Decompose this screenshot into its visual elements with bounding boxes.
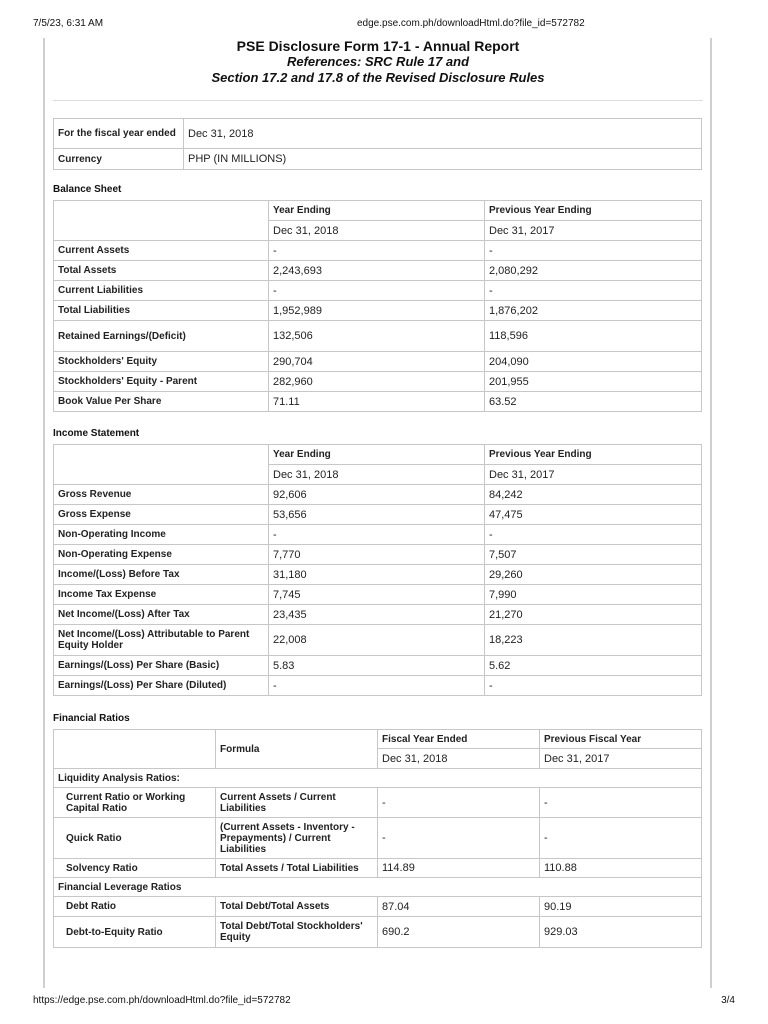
table-row [54,897,702,917]
row-value-previous: 204,090 [485,352,702,372]
ratio-value-current: 87.04 [378,897,540,917]
title-line-1: PSE Disclosure Form 17-1 - Annual Report [236,38,520,54]
empty-header-cell [54,445,269,485]
table-row [54,149,702,170]
row-label: Total Assets [54,261,269,281]
column-date: Dec 31, 2017 [540,749,702,769]
table-row [54,676,702,696]
balance-sheet-table [53,200,702,412]
row-label: Gross Revenue [54,485,269,505]
table-row [54,352,702,372]
print-header [33,18,735,32]
ratio-value-previous: 90.19 [540,897,702,917]
row-label: Income Tax Expense [54,585,269,605]
income-statement-table [53,444,702,696]
title-divider [53,100,703,101]
table-row [54,392,702,412]
ratio-label: Debt-to-Equity Ratio [54,917,216,948]
row-label: Retained Earnings/(Deficit) [54,321,269,352]
row-value-previous: - [485,281,702,301]
row-value-current: 132,506 [269,321,485,352]
table-row [54,585,702,605]
ratio-value-current: 690.2 [378,917,540,948]
row-value-current: 22,008 [269,625,485,656]
column-date: Dec 31, 2017 [485,221,702,241]
row-value-previous: 63.52 [485,392,702,412]
table-row [54,769,702,788]
row-value-current: - [269,241,485,261]
row-value-previous: 47,475 [485,505,702,525]
row-label: Total Liabilities [54,301,269,321]
empty-header-cell [54,730,216,769]
financial-ratios-heading: Financial Ratios [53,713,130,724]
table-row [54,201,702,221]
ratio-value-previous: - [540,818,702,859]
balance-sheet-rows [54,241,702,412]
print-footer [33,995,735,1009]
row-value-previous: 29,260 [485,565,702,585]
table-row [54,119,702,149]
row-label: Income/(Loss) Before Tax [54,565,269,585]
row-label: Current Liabilities [54,281,269,301]
table-row [54,625,702,656]
column-header: Year Ending [269,201,485,221]
row-value-previous: 5.62 [485,656,702,676]
table-row [54,241,702,261]
table-row [54,525,702,545]
fiscal-year-label: For the fiscal year ended [54,119,184,149]
row-value-previous: - [485,241,702,261]
table-row [54,656,702,676]
row-label: Earnings/(Loss) Per Share (Diluted) [54,676,269,696]
row-value-previous: 7,507 [485,545,702,565]
empty-header-cell [54,201,269,241]
table-row [54,605,702,625]
ratio-label: Current Ratio or Working Capital Ratio [54,788,216,818]
currency-label: Currency [54,149,184,170]
ratio-value-previous: 110.88 [540,859,702,878]
financial-ratios-rows [54,769,702,948]
column-date: Dec 31, 2018 [269,221,485,241]
row-value-previous: 2,080,292 [485,261,702,281]
column-header: Year Ending [269,445,485,465]
table-row [54,788,702,818]
row-value-current: - [269,676,485,696]
row-value-previous: 201,955 [485,372,702,392]
row-value-previous: 18,223 [485,625,702,656]
row-value-current: 1,952,989 [269,301,485,321]
fiscal-info-table [53,118,702,170]
row-value-previous: 84,242 [485,485,702,505]
row-value-previous: - [485,676,702,696]
table-row [54,545,702,565]
table-row [54,878,702,897]
ratio-label: Quick Ratio [54,818,216,859]
table-row [54,301,702,321]
ratio-formula: Total Debt/Total Assets [216,897,378,917]
row-label: Non-Operating Income [54,525,269,545]
row-label: Gross Expense [54,505,269,525]
ratio-value-current: 114.89 [378,859,540,878]
ratio-value-previous: 929.03 [540,917,702,948]
row-value-current: 23,435 [269,605,485,625]
fiscal-year-value: Dec 31, 2018 [184,119,702,149]
row-value-current: 71.11 [269,392,485,412]
row-value-current: - [269,525,485,545]
row-label: Non-Operating Expense [54,545,269,565]
table-row [54,321,702,352]
row-label: Stockholders' Equity - Parent [54,372,269,392]
table-row [54,859,702,878]
page-border-left [43,38,45,988]
column-header: Previous Year Ending [485,201,702,221]
print-url: edge.pse.com.ph/downloadHtml.do?file_id=572782 [357,18,585,29]
row-value-current: - [269,281,485,301]
ratio-formula: (Current Assets - Inventory - Prepayments) / Current Liabilities [216,818,378,859]
currency-value: PHP (IN MILLIONS) [184,149,702,170]
ratio-value-current: - [378,788,540,818]
ratio-formula: Total Debt/Total Stockholders' Equity [216,917,378,948]
row-value-current: 92,606 [269,485,485,505]
row-label: Stockholders' Equity [54,352,269,372]
page-title [52,38,704,86]
row-value-current: 5.83 [269,656,485,676]
row-label: Earnings/(Loss) Per Share (Basic) [54,656,269,676]
table-row [54,730,702,749]
row-value-previous: - [485,525,702,545]
financial-ratios-table [53,729,702,948]
row-label: Current Assets [54,241,269,261]
row-value-current: 7,770 [269,545,485,565]
ratio-formula: Current Assets / Current Liabilities [216,788,378,818]
row-value-previous: 7,990 [485,585,702,605]
row-value-previous: 21,270 [485,605,702,625]
table-row [54,818,702,859]
table-row [54,505,702,525]
row-value-current: 31,180 [269,565,485,585]
column-header: Previous Fiscal Year [540,730,702,749]
title-line-2: References: SRC Rule 17 and [286,54,470,69]
column-date: Dec 31, 2017 [485,465,702,485]
row-value-previous: 118,596 [485,321,702,352]
row-value-current: 2,243,693 [269,261,485,281]
ratio-value-current: - [378,818,540,859]
table-row [54,445,702,465]
table-row [54,565,702,585]
row-value-current: 7,745 [269,585,485,605]
page-border-right [710,38,712,988]
footer-url: https://edge.pse.com.ph/downloadHtml.do?file_id=572782 [33,995,291,1006]
print-datetime: 7/5/23, 6:31 AM [33,18,104,29]
title-line-3: Section 17.2 and 17.8 of the Revised Disclosure Rules [211,70,545,85]
column-header: Fiscal Year Ended [378,730,540,749]
balance-sheet-heading: Balance Sheet [53,184,122,195]
row-label: Net Income/(Loss) Attributable to Parent Equity Holder [54,625,269,656]
table-row [54,261,702,281]
ratio-group-label: Financial Leverage Ratios [54,878,702,897]
income-statement-heading: Income Statement [53,428,140,439]
column-date: Dec 31, 2018 [269,465,485,485]
ratio-label: Solvency Ratio [54,859,216,878]
ratio-value-previous: - [540,788,702,818]
ratio-label: Debt Ratio [54,897,216,917]
income-statement-rows [54,485,702,696]
column-header: Previous Year Ending [485,445,702,465]
row-label: Net Income/(Loss) After Tax [54,605,269,625]
formula-header: Formula [216,730,378,769]
row-value-current: 53,656 [269,505,485,525]
table-row [54,372,702,392]
ratio-formula: Total Assets / Total Liabilities [216,859,378,878]
column-date: Dec 31, 2018 [378,749,540,769]
row-value-current: 290,704 [269,352,485,372]
row-value-current: 282,960 [269,372,485,392]
row-label: Book Value Per Share [54,392,269,412]
table-row [54,917,702,948]
ratio-group-label: Liquidity Analysis Ratios: [54,769,702,788]
row-value-previous: 1,876,202 [485,301,702,321]
table-row [54,485,702,505]
page-number: 3/4 [721,995,735,1006]
table-row [54,281,702,301]
